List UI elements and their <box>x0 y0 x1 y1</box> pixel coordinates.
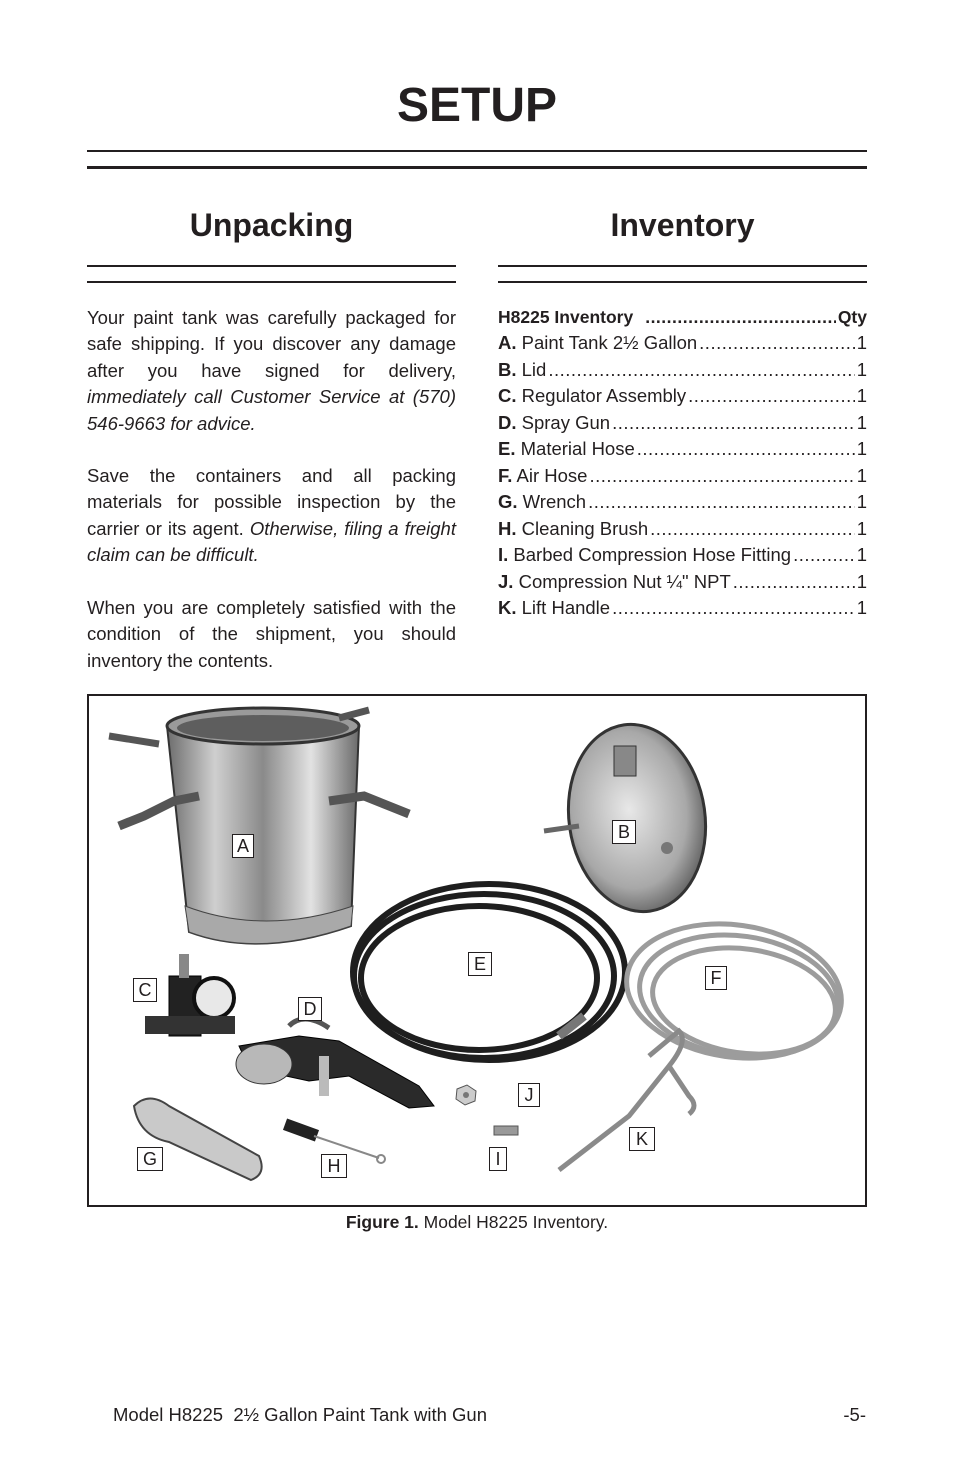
inventory-item <box>498 383 867 409</box>
leader-dots <box>733 569 855 595</box>
footer-page-number: -5- <box>843 1404 866 1425</box>
footer-model: Model H8225 2½ Gallon Paint Tank with Gun <box>113 1404 487 1425</box>
inventory-item <box>498 595 867 621</box>
lid-image <box>544 715 717 920</box>
item-name: Air Hose <box>516 465 588 486</box>
figure-caption <box>0 1212 954 1233</box>
page-title: SETUP <box>396 79 558 132</box>
figure-label-e: E <box>468 952 492 976</box>
item-name: Spray Gun <box>521 412 611 433</box>
leader-dots <box>589 463 854 489</box>
item-letter: B. <box>498 359 517 380</box>
item-qty: 1 <box>856 385 867 406</box>
item-qty: 1 <box>856 491 867 512</box>
item-letter: C. <box>498 385 517 406</box>
unpacking-heading: Unpacking <box>189 207 354 243</box>
inventory-item <box>498 516 867 542</box>
unpacking-p2-italic: Otherwise, filing a freight claim can be difficult. <box>87 517 456 566</box>
inventory-item <box>498 569 867 595</box>
inventory-item <box>498 357 867 383</box>
leader-dots <box>548 357 854 383</box>
figure-label-k: K <box>629 1127 655 1151</box>
item-qty: 1 <box>856 544 867 565</box>
inventory-item <box>498 330 867 356</box>
inventory-figure <box>87 694 867 1207</box>
regulator-image <box>145 954 235 1036</box>
item-letter: E. <box>498 438 516 459</box>
leader-dots <box>699 330 855 356</box>
item-letter: K. <box>498 597 517 618</box>
item-qty: 1 <box>856 438 867 459</box>
item-qty: 1 <box>856 571 867 592</box>
inventory-item <box>498 436 867 462</box>
inventory-rule-top <box>498 265 867 267</box>
title-rule-bottom <box>87 166 867 169</box>
item-letter: F. <box>498 465 513 486</box>
item-letter: G. <box>498 491 518 512</box>
inventory-header-qty: Qty <box>837 307 867 327</box>
title-rule-top <box>87 150 867 152</box>
unpacking-p1-italic: immediately call Customer Service at (570) 546-9663 for advice. <box>87 386 456 434</box>
item-letter: D. <box>498 412 517 433</box>
figure-label-f: F <box>705 966 727 990</box>
leader-dots <box>793 542 855 568</box>
air-hose-image <box>618 911 850 1072</box>
figure-label-j: J <box>518 1083 540 1107</box>
item-qty: 1 <box>856 332 867 353</box>
leader-dots <box>588 489 855 515</box>
paint-tank-image <box>109 708 409 944</box>
unpacking-rule-bottom <box>87 281 456 283</box>
inventory-header-row <box>498 304 867 330</box>
inventory-item <box>498 410 867 436</box>
item-qty: 1 <box>856 518 867 539</box>
item-qty: 1 <box>856 359 867 380</box>
inventory-item <box>498 463 867 489</box>
leader-dots <box>645 304 836 330</box>
item-name: Wrench <box>522 491 587 512</box>
leader-dots <box>612 410 855 436</box>
figure-caption-text: Model H8225 Inventory. <box>418 1212 609 1232</box>
unpacking-rule-top <box>87 265 456 267</box>
unpacking-paragraph-2 <box>87 463 456 569</box>
leader-dots <box>637 436 855 462</box>
item-letter: I. <box>498 544 509 565</box>
figure-label-b: B <box>612 820 636 844</box>
item-qty: 1 <box>856 597 867 618</box>
item-name: Compression Nut ¼" NPT <box>518 571 731 592</box>
figure-label-h: H <box>321 1154 347 1178</box>
inventory-item <box>498 489 867 515</box>
figure-label-d: D <box>298 997 322 1021</box>
figure-label-c: C <box>133 978 157 1002</box>
figure-caption-bold: Figure 1. <box>345 1212 419 1232</box>
item-qty: 1 <box>856 412 867 433</box>
item-letter: J. <box>498 571 514 592</box>
figure-label-a: A <box>232 834 254 858</box>
figure-label-i: I <box>489 1147 507 1171</box>
item-name: Barbed Compression Hose Fitting <box>513 544 792 565</box>
inventory-heading: Inventory <box>610 207 755 243</box>
leader-dots <box>612 595 855 621</box>
item-name: Cleaning Brush <box>521 518 649 539</box>
item-letter: H. <box>498 518 517 539</box>
leader-dots <box>650 516 855 542</box>
inventory-item <box>498 542 867 568</box>
item-letter: A. <box>498 332 517 353</box>
item-qty: 1 <box>856 465 867 486</box>
leader-dots <box>688 383 855 409</box>
inventory-rule-bottom <box>498 281 867 283</box>
unpacking-paragraph-1 <box>87 305 456 437</box>
compression-nut-image <box>456 1085 476 1105</box>
unpacking-p1-text: Your paint tank was carefully packaged for safe shipping. If you discover any damage after you have signed for delivery, <box>87 307 456 381</box>
inventory-header-label: H8225 Inventory <box>498 307 634 327</box>
item-name: Regulator Assembly <box>521 385 687 406</box>
item-name: Material Hose <box>520 438 635 459</box>
item-name: Paint Tank 2½ Gallon <box>521 332 698 353</box>
figure-label-g: G <box>137 1147 163 1171</box>
item-name: Lid <box>521 359 547 380</box>
barbed-fitting-image <box>494 1126 518 1135</box>
unpacking-p2-text: Save the containers and all packing materials for possible inspection by the carrier or its agent. <box>87 465 456 539</box>
lift-handle-image <box>559 1031 694 1170</box>
inventory-photo <box>89 696 865 1205</box>
item-name: Lift Handle <box>521 597 611 618</box>
unpacking-paragraph-3: When you are completely satisfied with the condition of the shipment, you should inventory the contents. <box>87 597 456 671</box>
